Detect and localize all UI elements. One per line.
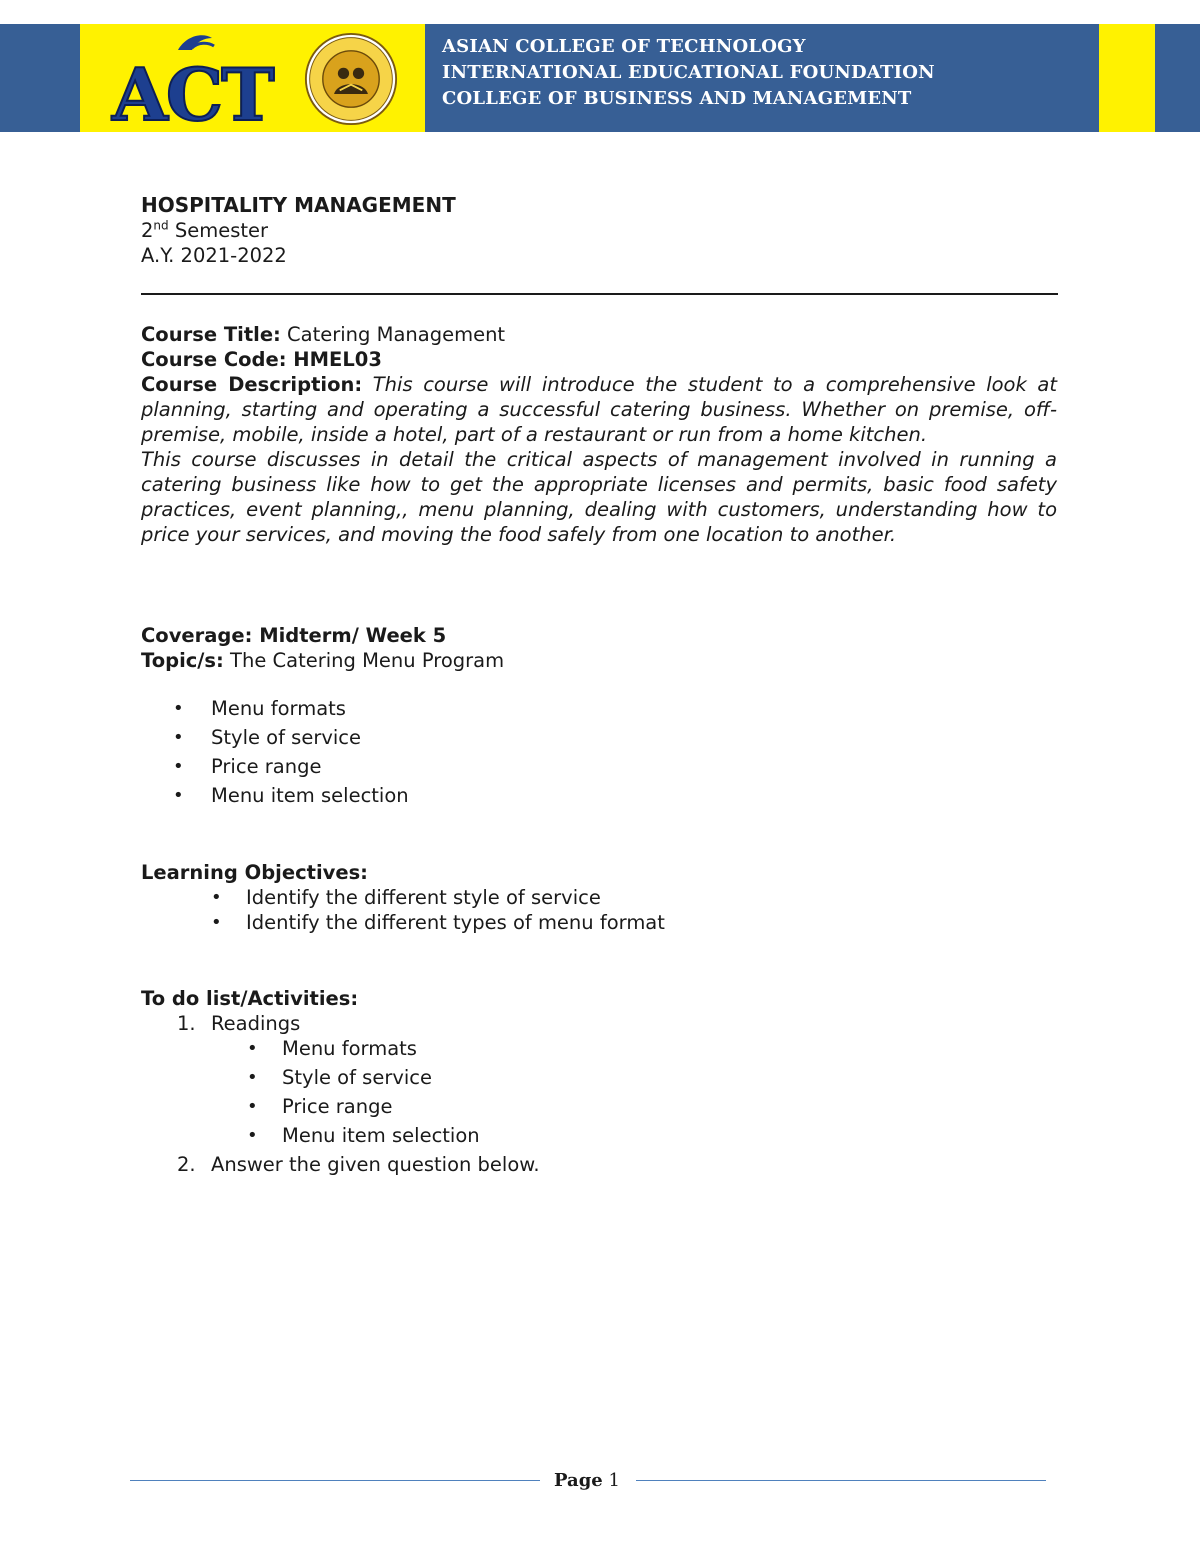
institution-line-2: INTERNATIONAL EDUCATIONAL FOUNDATION xyxy=(442,62,935,83)
page-label: Page xyxy=(554,1470,603,1491)
todo-text: Readings xyxy=(211,1012,301,1035)
bullet-icon: • xyxy=(211,912,222,933)
todo-number: 1. xyxy=(177,1012,196,1035)
list-item xyxy=(141,696,1057,725)
course-description-text-1: This course will introduce the student to a comprehensive look at planning, starting and operating a successful catering business. Whether on premise, off-premise, mobile, inside a hotel, part of a restaurant or run from a home kitchen. xyxy=(141,373,1057,446)
todo-number: 2. xyxy=(177,1153,196,1176)
todo-list xyxy=(141,1011,1057,1036)
list-item xyxy=(141,910,1057,935)
list-item-text: Price range xyxy=(282,1095,393,1118)
logo-text: ACT xyxy=(112,52,273,128)
footer-line-right xyxy=(636,1480,1046,1481)
footer-line-left xyxy=(130,1480,540,1481)
list-item-text: Style of service xyxy=(282,1066,433,1089)
coverage-section xyxy=(141,623,1057,673)
list-item-text: Menu formats xyxy=(211,697,346,720)
horizontal-divider xyxy=(141,293,1058,295)
bullet-icon: • xyxy=(173,698,184,719)
right-accent-panel xyxy=(1099,24,1155,132)
list-item xyxy=(141,783,1057,812)
course-description-text-2: This course discusses in detail the critical aspects of management involved in running a catering business like how to get the appropriate licenses and permits, basic food safety practices, event planning,, menu planning, dealing with customers, understanding how to price your services, and moving the food safely from one location to another. xyxy=(141,448,1057,546)
semester xyxy=(141,218,1057,243)
list-item xyxy=(141,754,1057,783)
program-title: HOSPITALITY MANAGEMENT xyxy=(141,193,456,217)
list-item xyxy=(141,1036,1057,1065)
semester-suffix: nd xyxy=(153,218,169,233)
list-item-text: Menu formats xyxy=(282,1037,417,1060)
list-item xyxy=(141,1065,1057,1094)
course-description-2 xyxy=(141,447,1057,547)
page-number xyxy=(554,1470,620,1491)
logo-panel xyxy=(80,24,425,132)
course-title-row xyxy=(141,322,1057,347)
semester-number: 2 xyxy=(141,219,154,242)
bullet-icon: • xyxy=(247,1067,258,1088)
topic-row xyxy=(141,648,1057,673)
academic-year: A.Y. 2021-2022 xyxy=(141,244,287,267)
list-item-text: Style of service xyxy=(211,726,362,749)
topic-label: Topic/s: xyxy=(141,649,224,672)
todo-item xyxy=(141,1011,1057,1036)
course-info xyxy=(141,322,1057,547)
bullet-icon: • xyxy=(247,1125,258,1146)
objectives-list xyxy=(141,885,1057,935)
todo-list-continued xyxy=(141,1152,1057,1177)
coverage: Coverage: Midterm/ Week 5 xyxy=(141,624,447,647)
list-item-text: Identify the different types of menu format xyxy=(246,911,665,934)
todo-text: Answer the given question below. xyxy=(211,1153,540,1176)
learning-objectives xyxy=(141,860,1057,935)
act-logo xyxy=(108,28,288,128)
topics-list xyxy=(141,696,1057,812)
program-header xyxy=(141,193,1057,268)
college-seal xyxy=(304,32,398,126)
list-item xyxy=(141,1094,1057,1123)
list-item xyxy=(141,725,1057,754)
bullet-icon: • xyxy=(247,1096,258,1117)
topic-value: The Catering Menu Program xyxy=(223,649,505,672)
course-code: Course Code: HMEL03 xyxy=(141,348,382,371)
list-item-text: Identify the different style of service xyxy=(246,886,601,909)
bullet-icon: • xyxy=(247,1038,258,1059)
list-item-text: Menu item selection xyxy=(211,784,409,807)
bullet-icon: • xyxy=(173,756,184,777)
page-number-value: 1 xyxy=(608,1470,620,1491)
course-description xyxy=(141,372,1057,447)
course-title-value: Catering Management xyxy=(280,323,506,346)
institution-name xyxy=(442,34,935,112)
course-title-label: Course Title: xyxy=(141,323,281,346)
header-banner xyxy=(0,24,1200,132)
todo-section xyxy=(141,986,1057,1177)
readings-list xyxy=(141,1036,1057,1152)
todo-heading: To do list/Activities: xyxy=(141,987,359,1010)
todo-item xyxy=(141,1152,1057,1177)
semester-word: Semester xyxy=(168,219,269,242)
bullet-icon: • xyxy=(173,785,184,806)
bullet-icon: • xyxy=(173,727,184,748)
institution-line-1: ASIAN COLLEGE OF TECHNOLOGY xyxy=(442,36,806,57)
course-description-label: Course Description: xyxy=(141,373,363,396)
list-item xyxy=(141,1123,1057,1152)
objectives-heading: Learning Objectives: xyxy=(141,861,368,884)
list-item xyxy=(141,885,1057,910)
bullet-icon: • xyxy=(211,887,222,908)
institution-line-3: COLLEGE OF BUSINESS AND MANAGEMENT xyxy=(442,88,912,109)
topics-list-container xyxy=(141,696,1057,812)
list-item-text: Menu item selection xyxy=(282,1124,480,1147)
list-item-text: Price range xyxy=(211,755,322,778)
